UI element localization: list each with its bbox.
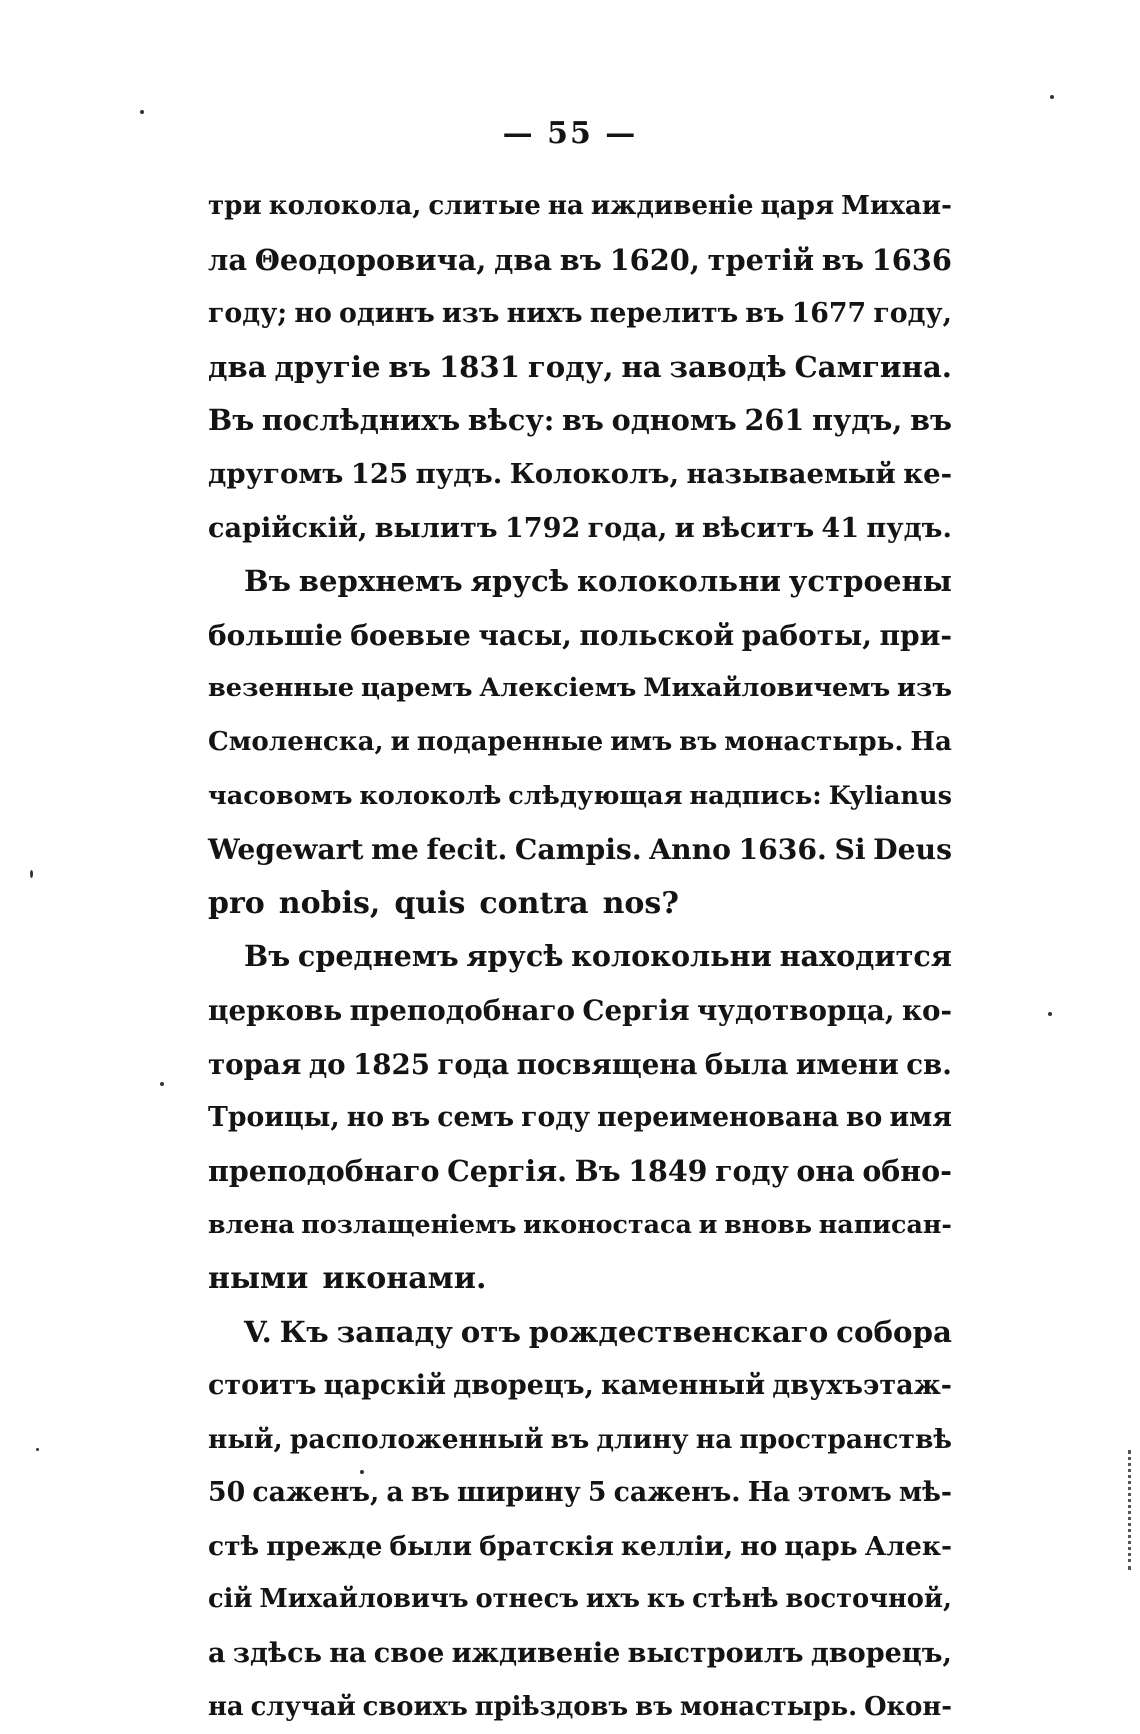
page-number: — 55 —	[502, 116, 638, 151]
scan-speck	[1050, 95, 1054, 99]
text-line: Wegewart me fecit. Campis. Anno 1636. Si Deus	[208, 832, 952, 867]
text-line: церковь преподобнаго Сергія чудотворца, ко-	[208, 993, 952, 1027]
text-line: стоитъ царскій дворецъ, каменный двухъэтаж-	[208, 1370, 952, 1402]
text-line: Въ верхнемъ ярусѣ колокольни устроены	[244, 564, 952, 599]
text-line: влена позлащеніемъ иконостаса и вновь написан-	[208, 1209, 952, 1240]
scan-speck	[360, 1470, 364, 1474]
scan-edge-mark	[1128, 1450, 1134, 1570]
text-line: торая до 1825 года посвящена была имени св.	[208, 1047, 952, 1081]
text-line: Смоленска, и подаренные имъ въ монастырь. На	[208, 726, 952, 757]
text-line: два другіе въ 1831 году, на заводѣ Самгина.	[208, 349, 952, 384]
text-line: часовомъ колоколѣ слѣдующая надпись: Kylianus	[208, 780, 952, 811]
scan-speck	[160, 1082, 164, 1086]
text-line: стѣ прежде были братскія келліи, но царь Алек-	[208, 1530, 952, 1562]
text-line: а здѣсь на свое иждивеніе выстроилъ дворецъ,	[208, 1638, 952, 1670]
text-line: ными иконами.	[208, 1260, 487, 1296]
scan-speck	[140, 110, 144, 114]
text-line: сарійскій, вылитъ 1792 года, и вѣситъ 41 пудъ.	[208, 512, 952, 544]
text-line: 50 саженъ, а въ ширину 5 саженъ. На этомъ мѣ-	[208, 1477, 952, 1509]
body-text	[208, 180, 952, 1734]
text-line: Въ послѣднихъ вѣсу: въ одномъ 261 пудъ, въ	[208, 403, 952, 438]
scan-speck	[1048, 1012, 1052, 1016]
text-line: три колокола, слитые на иждивеніе царя Михаи-	[208, 191, 952, 221]
text-line: большіе боевые часы, польской работы, при-	[208, 618, 952, 652]
text-line: преподобнаго Сергія. Въ 1849 году она обно-	[208, 1153, 952, 1188]
text-line: ла Θеодоровича, два въ 1620, третій въ 1636	[208, 242, 952, 277]
text-line: ный, расположенный въ длину на пространствѣ	[208, 1423, 952, 1455]
text-line: V. Къ западу отъ рождественскаго собора	[244, 1314, 952, 1350]
text-line: Троицы, но въ семъ году переименована во имя	[208, 1102, 952, 1134]
text-line: Въ среднемъ ярусѣ колокольни находится	[244, 939, 952, 974]
text-line: другомъ 125 пудъ. Колоколъ, называемый ке-	[208, 457, 952, 490]
text-line: везенные царемъ Алексіемъ Михайловичемъ изъ	[208, 673, 952, 704]
scan-speck	[36, 1448, 39, 1451]
text-line: году; но одинъ изъ нихъ перелитъ въ 1677 году,	[208, 298, 952, 330]
text-line: pro nobis, quis contra nos?	[208, 885, 679, 921]
scan-speck	[30, 870, 33, 878]
text-line: на случай своихъ пріѣздовъ въ монастырь. Окон-	[208, 1691, 952, 1722]
text-line: сій Михайловичъ отнесъ ихъ къ стѣнѣ восточной,	[208, 1584, 952, 1615]
